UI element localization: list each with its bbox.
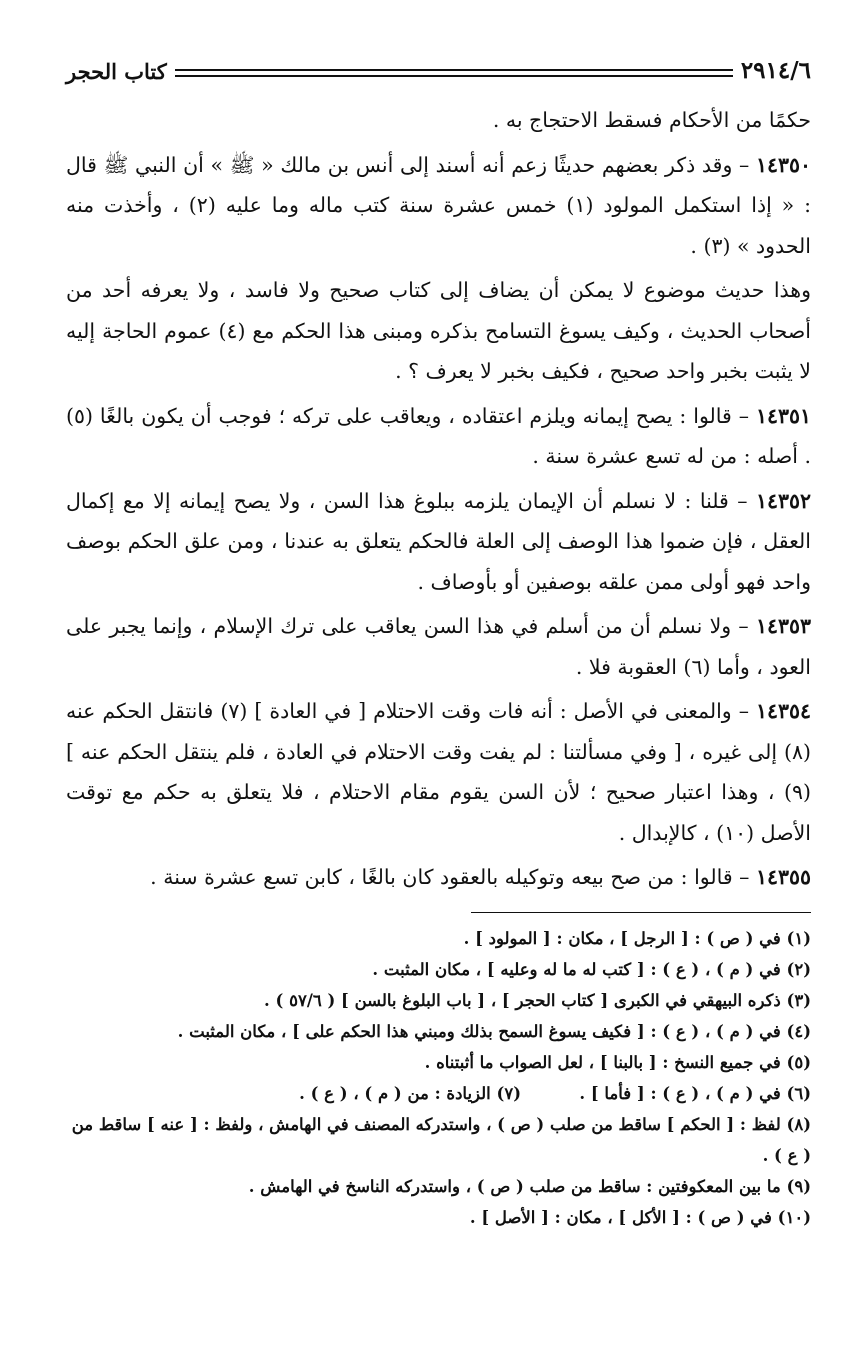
footnote: (٦) في ( م ) ، ( ع ) : [ فأما ] . — [579, 1083, 811, 1103]
footnote: (١٠) في ( ص ) : [ الأكل ] ، مكان : [ الأصل ] . — [469, 1207, 811, 1227]
paragraph: ١٤٣٥٠ – وقد ذكر بعضهم حديثًا زعم أنه أسند إلى أنس بن مالك « ﷺ » أن النبي ﷺ قال : « إذا استكمل المولود (١) خمس عشرة سنة كتب ماله وما عليه (٢) ، وأخذت منه الحدود » (٣) . — [66, 152, 812, 258]
footnote: (٤) في ( م ) ، ( ع ) : [ فكيف يسوغ السمح بذلك ومبني هذا الحكم على ] ، مكان المثبت . — [177, 1021, 811, 1041]
main-text — [66, 100, 811, 898]
paragraph: ١٤٣٥٤ – والمعنى في الأصل : أنه فات وقت الاحتلام [ في العادة ] (٧) فانتقل الحكم عنه (٨) إلى غيره ، [ وفي مسألتنا : لم يفت وقت الاحتلام في العادة ، فلم ينتقل الحكم عنه ] (٩) ، وهذا اعتبار صحيح ؛ لأن السن يقوم مقام الاحتلام ، فلا يتعلق به حكم مع توقت الأصل (١٠) ، كالإبدال . — [66, 699, 811, 845]
footnote: (١) في ( ص ) : [ الرجل ] ، مكان : [ المولود ] . — [463, 928, 811, 948]
paragraph: ١٤٣٥٥ – قالوا : من صح بيعه وتوكيله بالعقود كان بالغًا ، كابن تسع عشرة سنة . — [150, 865, 811, 889]
issue-number: ١٤٣٥١ — [755, 403, 811, 428]
footnote: (٩) ما بين المعكوفتين : ساقط من صلب ( ص ) ، واستدركه الناسخ في الهامش . — [248, 1176, 811, 1196]
paragraph: ١٤٣٥٢ – قلنا : لا نسلم أن الإيمان يلزمه ببلوغ هذا السن ، ولا يصح إيمانه إلا مع إكمال العقل ، فإن ضموا هذا الوصف إلى العلة فالحكم يتعلق به عندنا ، ومن علق الحكم بوصف واحد فهو أولى ممن علقه بوصفين أو بأوصاف . — [66, 488, 811, 594]
footnote: (٢) في ( م ) ، ( ع ) : [ كتب له ما له وعليه ] ، مكان المثبت . — [372, 959, 811, 979]
footnote-separator — [471, 912, 811, 913]
page-number: ٢٩١٤/٦ — [740, 57, 811, 84]
footnote: (٨) لفظ : [ الحكم ] ساقط من صلب ( ص ) ، واستدركه المصنف في الهامش ، ولفظ : [ عنه ] ساقط من ( ع ) . — [71, 1114, 811, 1165]
page-header — [66, 52, 811, 82]
footnotes — [66, 923, 811, 1233]
issue-number: ١٤٣٥٠ — [755, 152, 811, 177]
footnote: (٥) في جميع النسخ : [ بالبنا ] ، لعل الصواب ما أثبتناه . — [424, 1052, 811, 1072]
issue-number: ١٤٣٥٤ — [755, 699, 811, 723]
paragraph: ١٤٣٥٣ – ولا نسلم أن من أسلم في هذا السن يعاقب على ترك الإسلام ، وإنما يجبر على العود ، وأما (٦) العقوبة فلا . — [66, 614, 811, 679]
issue-number: ١٤٣٥٥ — [755, 865, 811, 889]
header-rule — [175, 69, 733, 77]
paragraph: وهذا حديث موضوع لا يمكن أن يضاف إلى كتاب صحيح ولا فاسد ، ولا يعرفه أحد من أصحاب الحديث ، وكيف يسوغ التسامح بذكره ومبنى هذا الحكم مع (٤) عموم الحاجة إليه لا يثبت بخبر واحد صحيح ، فكيف بخبر لا يعرف ؟ . — [66, 278, 811, 383]
issue-number: ١٤٣٥٣ — [755, 614, 811, 638]
book-title: كتاب الحجر — [66, 59, 167, 84]
paragraph: حكمًا من الأحكام فسقط الاحتجاج به . — [492, 108, 811, 132]
paragraph: ١٤٣٥١ – قالوا : يصح إيمانه ويلزم اعتقاده ، ويعاقب على تركه ؛ فوجب أن يكون بالغًا (٥) . أصله : من له تسع عشرة سنة . — [66, 403, 811, 468]
footnote-pair — [66, 1078, 811, 1109]
footnote: (٧) الزيادة : من ( م ) ، ( ع ) . — [299, 1083, 521, 1103]
footnote: (٣) ذكره البيهقي في الكبرى [ كتاب الحجر ] ، [ باب البلوغ بالسن ] ( ٥٧/٦ ) . — [264, 990, 811, 1010]
issue-number: ١٤٣٥٢ — [755, 488, 811, 513]
